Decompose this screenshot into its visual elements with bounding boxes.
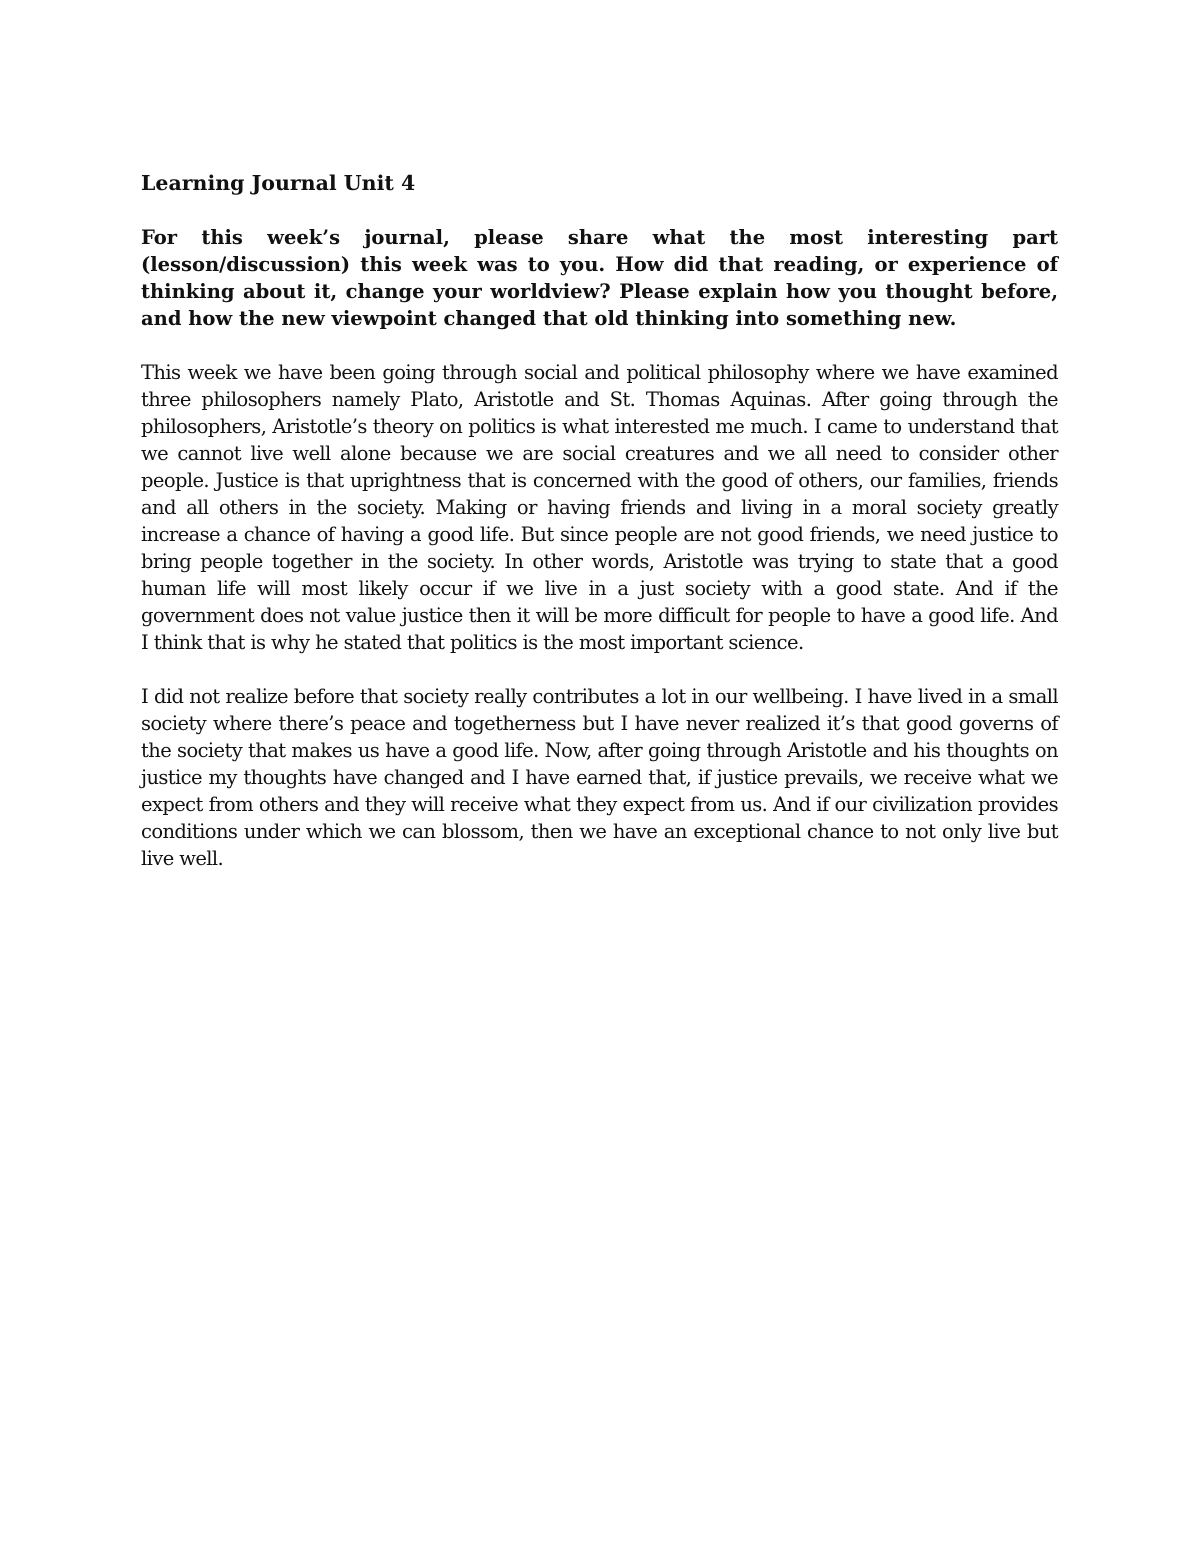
document-title: Learning Journal Unit 4: [141, 171, 416, 195]
body-paragraph-2: I did not realize before that society really contributes a lot in our wellbeing. I have lived in a small society where there’s peace and togetherness but I have never realized it’s that good governs of the society that makes us have a good life. Now, after going through Aristotle and his thoughts on justice my thoughts have changed and I have earned that, if justice prevails, we receive what we expect from others and they will receive what they expect from us. And if our civilization provides conditions under which we can blossom, then we have an exceptional chance to not only live but live well.: [141, 685, 1058, 870]
document-content: [141, 170, 1058, 872]
body-paragraph-1: This week we have been going through social and political philosophy where we have examined three philosophers namely Plato, Aristotle and St. Thomas Aquinas. After going through the philosophers, Aristotle’s theory on politics is what interested me much. I came to understand that we cannot live well alone because we are social creatures and we all need to consider other people. Justice is that uprightness that is concerned with the good of others, our families, friends and all others in the society. Making or having friends and living in a moral society greatly increase a chance of having a good life. But since people are not good friends, we need justice to bring people together in the society. In other words, Aristotle was trying to state that a good human life will most likely occur if we live in a just society with a good state. And if the government does not value justice then it will be more difficult for people to have a good life. And I think that is why he stated that politics is the most important science.: [141, 361, 1058, 654]
journal-prompt: For this week’s journal, please share what the most interesting part (lesson/discussion) this week was to you. How did that reading, or experience of thinking about it, change your worldview? Please explain how you thought before, and how the new viewpoint changed that old thinking into something new.: [141, 226, 1058, 330]
